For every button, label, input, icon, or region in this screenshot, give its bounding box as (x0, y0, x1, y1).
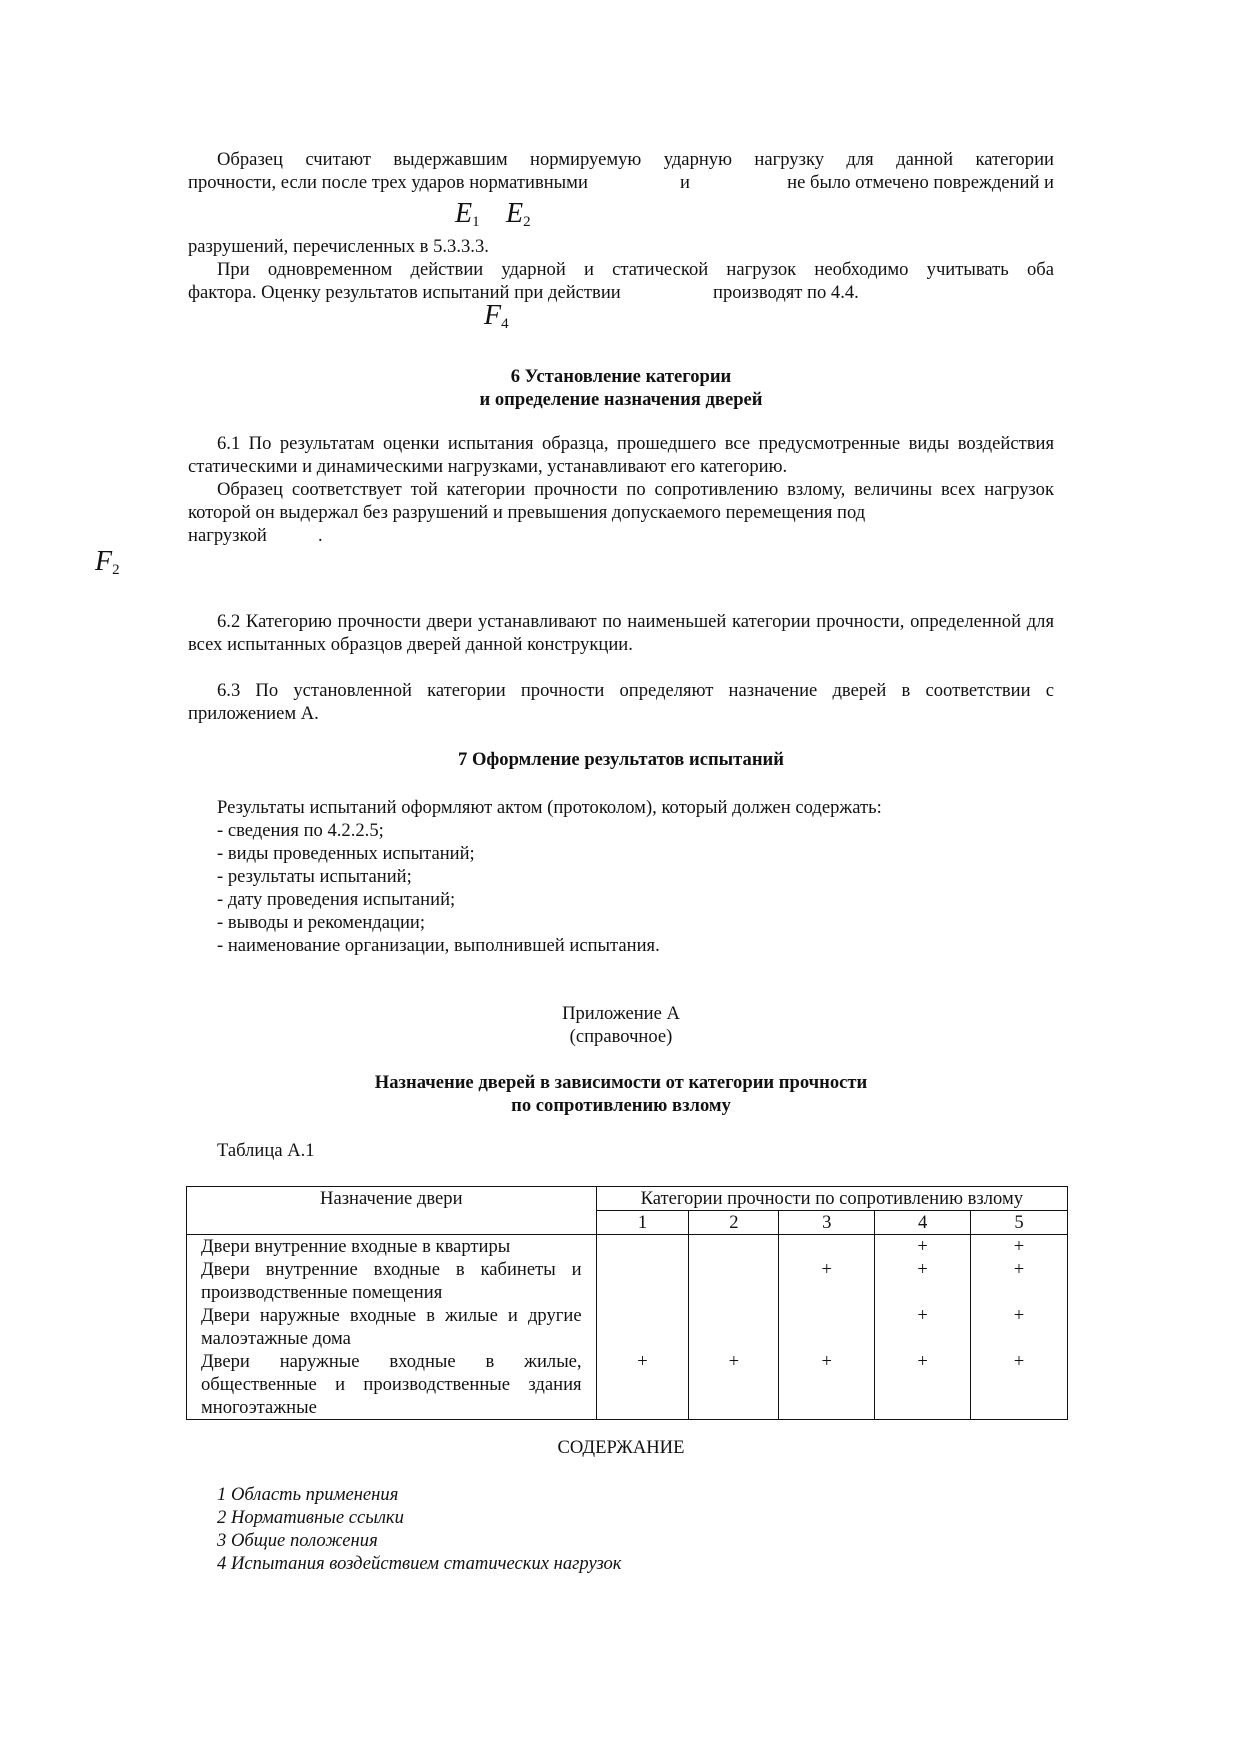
row-mark: + (596, 1350, 689, 1420)
text-fragment: нагрузкой (188, 525, 267, 546)
text-fragment: . (318, 525, 323, 546)
list-item: - результаты испытаний; (217, 866, 412, 887)
formula-e1 (455, 200, 480, 230)
formula-symbol: E (455, 198, 473, 229)
row-mark: + (875, 1235, 971, 1259)
contents-title: СОДЕРЖАНИЕ (557, 1437, 685, 1458)
row-mark: + (971, 1350, 1068, 1420)
row-mark (779, 1235, 875, 1259)
appendix-header (188, 1002, 1054, 1048)
row-mark (596, 1258, 689, 1304)
formula-subscript: 2 (112, 562, 120, 578)
contents-item: 4 Испытания воздействием статических нагрузок (217, 1553, 622, 1574)
paragraph-text: Образец соответствует той категории прочности по сопротивлению взлому, величины всех нагрузок которой он выдержал без разрушений и превышения допускаемого перемещения под (188, 479, 1054, 523)
header-category: 4 (875, 1211, 971, 1235)
paragraph-6-3 (188, 679, 1054, 725)
row-purpose: Двери наружные входные в жилые, общественные и производственные здания многоэтажные (187, 1350, 597, 1420)
appendix-title: Приложение А (562, 1003, 680, 1024)
row-mark (596, 1235, 689, 1259)
text-line: разрушений, перечисленных в 5.3.3.3. (188, 236, 489, 257)
row-mark (779, 1304, 875, 1350)
row-mark (689, 1304, 779, 1350)
row-mark: + (971, 1304, 1068, 1350)
text-line: При одновременном действии ударной и статической нагрузок необходимо учитывать оба (217, 259, 1054, 280)
header-category: 2 (689, 1211, 779, 1235)
row-mark: + (971, 1235, 1068, 1259)
paragraph-text: 6.3 По установленной категории прочности определяют назначение дверей в соответствии с приложением А. (188, 680, 1054, 724)
section-title: 6 Установление категории (510, 366, 732, 387)
contents-item: 2 Нормативные ссылки (217, 1507, 404, 1528)
list-item: - наименование организации, выполнившей испытания. (217, 935, 660, 956)
header-categories: Категории прочности по сопротивлению взлому (596, 1187, 1067, 1211)
row-mark: + (971, 1258, 1068, 1304)
contents-list (188, 1483, 1054, 1575)
row-mark: + (689, 1350, 779, 1420)
appendix-subtitle: (справочное) (569, 1026, 673, 1047)
text-line (188, 524, 1054, 547)
row-mark: + (875, 1350, 971, 1420)
requirements-list (188, 819, 1054, 957)
section-7-heading (188, 748, 1054, 771)
table-caption (188, 1139, 1054, 1162)
formula-symbol: F (95, 546, 113, 577)
table-row (187, 1235, 1068, 1259)
table-row (187, 1350, 1068, 1420)
row-mark: + (779, 1258, 875, 1304)
contents-item: 1 Область применения (217, 1484, 399, 1505)
formula-symbol: F (484, 300, 502, 331)
row-purpose: Двери внутренние входные в квартиры (187, 1235, 597, 1259)
row-purpose: Двери наружные входные в жилые и другие малоэтажные дома (187, 1304, 597, 1350)
text-fragment: фактора. Оценку результатов испытаний при действии (188, 282, 621, 303)
paragraph-text: 6.2 Категорию прочности двери устанавливают по наименьшей категории прочности, определенной для всех испытанных образцов дверей данной конструкции. (188, 611, 1054, 655)
row-mark (689, 1258, 779, 1304)
formula-e2 (506, 200, 531, 230)
table-row (187, 1258, 1068, 1304)
paragraph-6-1 (188, 432, 1054, 547)
list-item: - виды проведенных испытаний; (217, 843, 475, 864)
paragraph-combined-load (188, 258, 1054, 304)
door-purpose-table (186, 1186, 1068, 1420)
row-mark: + (875, 1258, 971, 1304)
text-fragment: не было отмечено повреждений и (787, 172, 1054, 193)
row-mark: + (779, 1350, 875, 1420)
row-mark (689, 1235, 779, 1259)
formula-f4 (484, 302, 509, 332)
list-item: - сведения по 4.2.2.5; (217, 820, 384, 841)
header-purpose: Назначение двери (187, 1187, 597, 1235)
table-row (187, 1304, 1068, 1350)
section-title: и определение назначения дверей (479, 389, 763, 410)
text-line (188, 171, 1054, 194)
header-category: 5 (971, 1211, 1068, 1235)
contents-item: 3 Общие положения (217, 1530, 378, 1551)
list-item: - выводы и рекомендации; (217, 912, 426, 933)
header-category: 1 (596, 1211, 689, 1235)
list-item: - дату проведения испытаний; (217, 889, 456, 910)
text-line (188, 281, 1054, 304)
appendix-heading (188, 1071, 1054, 1117)
text-fragment: и (680, 172, 690, 193)
text-fragment: прочности, если после трех ударов нормативными (188, 172, 588, 193)
contents-heading (188, 1436, 1054, 1459)
formula-subscript: 4 (501, 316, 509, 332)
formula-symbol: E (506, 198, 524, 229)
text-line: Образец считают выдержавшим нормируемую ударную нагрузку для данной категории (217, 149, 1054, 170)
header-category: 3 (779, 1211, 875, 1235)
section-title: 7 Оформление результатов испытаний (458, 749, 784, 770)
paragraph-text: 6.1 По результатам оценки испытания образца, прошедшего все предусмотренные виды воздействия статическими и динамическими нагрузками, устанавливают его категорию. (188, 433, 1054, 477)
table-label: Таблица А.1 (217, 1140, 315, 1161)
formula-subscript: 2 (523, 214, 531, 230)
paragraph-text: Результаты испытаний оформляют актом (протоколом), который должен содержать: (217, 797, 882, 818)
formula-subscript: 1 (472, 214, 480, 230)
formula-f2 (95, 548, 120, 578)
paragraph-impact-load (188, 148, 1054, 194)
row-mark: + (875, 1304, 971, 1350)
appendix-heading-line: Назначение дверей в зависимости от категории прочности (374, 1072, 868, 1093)
text-fragment: производят по 4.4. (713, 282, 859, 303)
row-purpose: Двери внутренние входные в кабинеты и производственные помещения (187, 1258, 597, 1304)
section-6-heading (188, 365, 1054, 411)
text-line (188, 235, 1054, 258)
section-7-body (188, 796, 1054, 957)
appendix-heading-line: по сопротивлению взлому (511, 1095, 731, 1116)
table-header-row (187, 1187, 1068, 1211)
row-mark (596, 1304, 689, 1350)
paragraph-6-2 (188, 610, 1054, 656)
